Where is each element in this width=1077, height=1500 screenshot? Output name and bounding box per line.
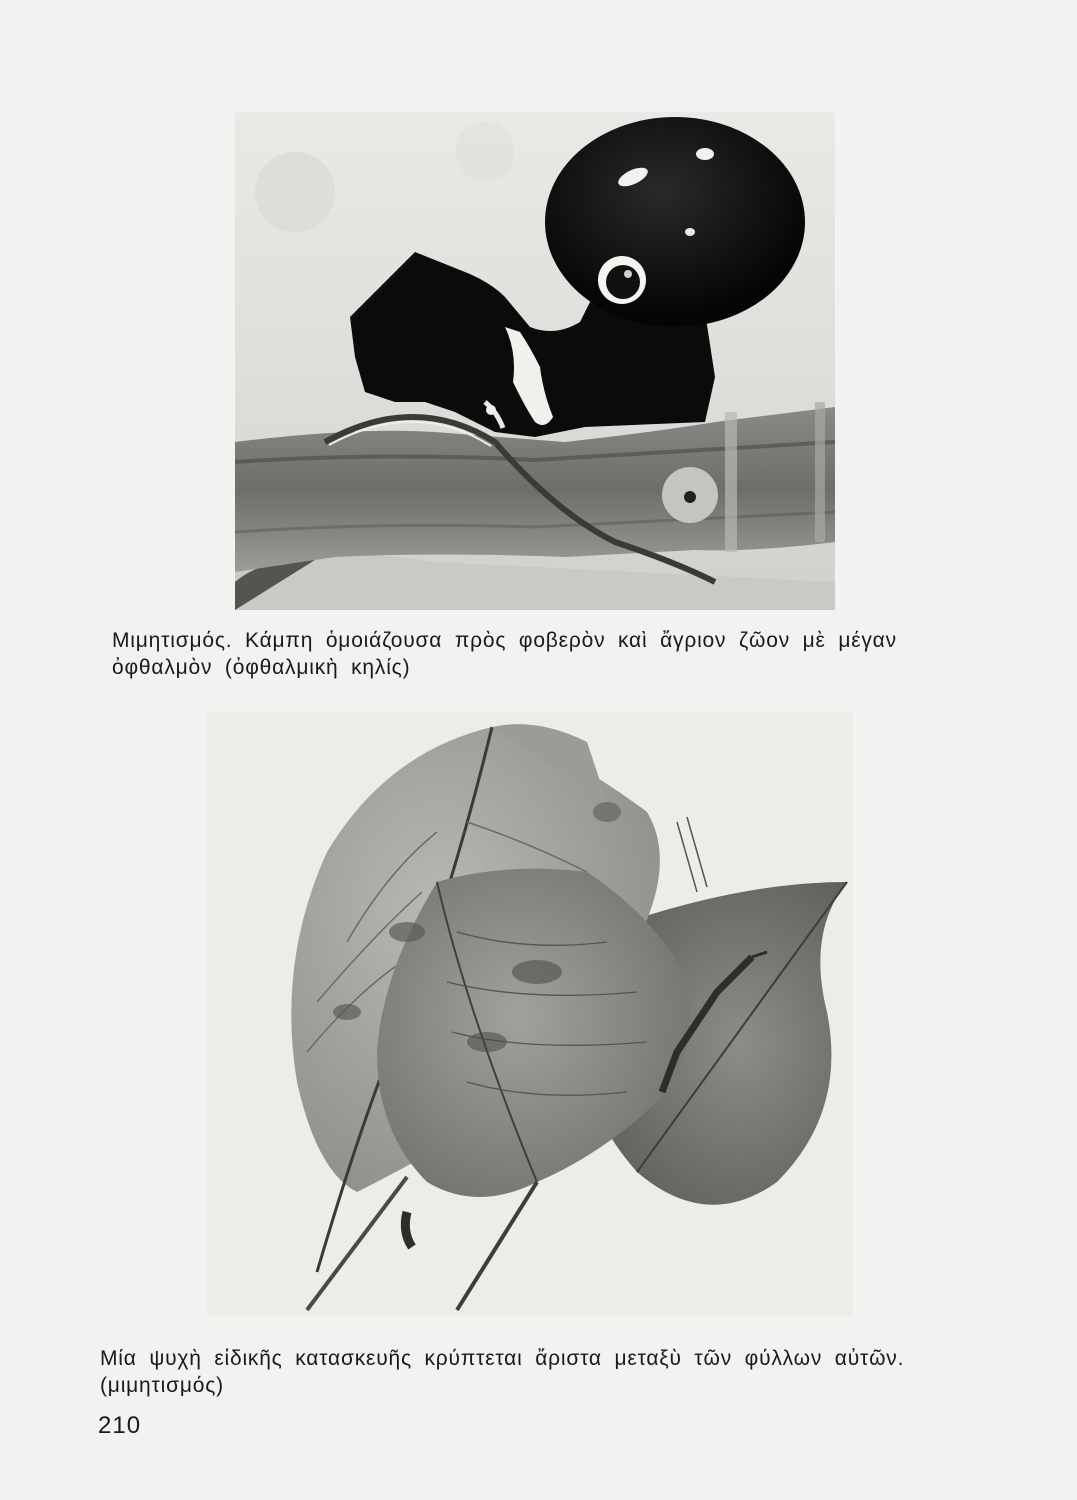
figure-1-caption-line-1: Μιμητισμός. Κάμπη ὁμοιάζουσα πρὸς φοβερὸν καὶ ἄγριον ζῶον μὲ μέγαν <box>112 629 897 652</box>
leaf-butterfly-illustration <box>207 712 853 1316</box>
figure-2-caption-line-1: Μία ψυχὴ εἰδικῆς κατασκευῆς κρύπτεται ἄριστα μεταξὺ τῶν φύλλων αὐτῶν. <box>100 1347 905 1370</box>
figure-2-caption-line-2: (μιμητισμός) <box>100 1374 224 1397</box>
figure-1-caption-line-2: ὀφθαλμὸν (ὀφθαλμικὴ κηλίς) <box>112 656 411 679</box>
leaf-butterfly-photo <box>207 712 853 1316</box>
caterpillar-photo <box>235 112 835 610</box>
page-number: 210 <box>98 1412 142 1439</box>
caterpillar-illustration <box>235 112 835 610</box>
